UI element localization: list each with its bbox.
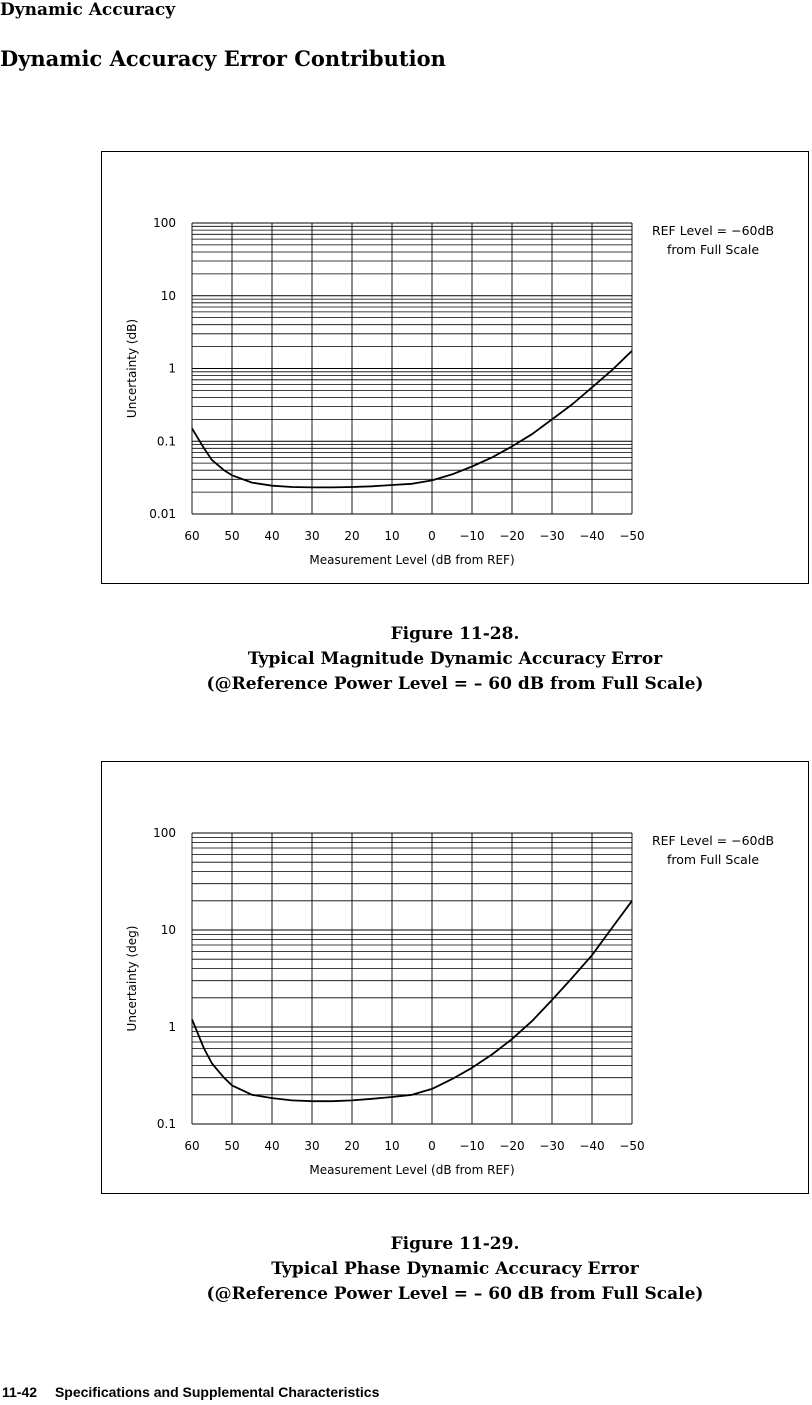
x-tick-label: 60: [184, 529, 200, 543]
y-tick-label: 100: [153, 826, 176, 840]
x-tick-label: 20: [344, 1139, 360, 1153]
figure-title: Typical Magnitude Dynamic Accuracy Error: [247, 649, 663, 669]
x-tick-label: −40: [579, 529, 605, 543]
uncertainty-curve: [192, 901, 632, 1101]
x-tick-label: 0: [428, 1139, 436, 1153]
y-tick-label: 1: [168, 361, 176, 376]
phase-chart-frame: [101, 761, 809, 1194]
figure-caption: [170, 622, 740, 697]
x-tick-label: −50: [619, 1139, 645, 1153]
magnitude-chart: [102, 152, 810, 585]
page-footer: [2, 1384, 379, 1400]
x-tick-label: 30: [304, 1139, 320, 1153]
x-tick-label: −10: [459, 1139, 485, 1153]
x-axis-label: Measurement Level (dB from REF): [309, 1163, 515, 1177]
x-axis-label: Measurement Level (dB from REF): [309, 553, 515, 567]
figure-number: Figure 11-29.: [390, 1234, 520, 1254]
y-tick-label: 10: [160, 288, 176, 303]
running-header: Dynamic Accuracy: [0, 0, 176, 20]
page-number: 11-42: [2, 1384, 38, 1400]
magnitude-chart-frame: [101, 151, 809, 584]
figure-number: Figure 11-28.: [390, 624, 520, 644]
x-tick-label: −30: [539, 529, 565, 543]
chapter-title: Specifications and Supplemental Characteristics: [54, 1384, 380, 1400]
grid: [192, 833, 632, 1124]
section-title: Dynamic Accuracy Error Contribution: [0, 46, 446, 71]
x-tick-label: 10: [384, 1139, 400, 1153]
x-tick-label: −30: [539, 1139, 565, 1153]
y-tick-label: 10: [160, 923, 176, 937]
phase-chart: [102, 762, 810, 1195]
x-tick-label: −20: [499, 529, 525, 543]
x-tick-label: 50: [224, 1139, 240, 1153]
ref-level-annotation: from Full Scale: [666, 852, 760, 867]
y-axis-label: Uncertainty (dB): [125, 318, 139, 419]
figure-title: Typical Phase Dynamic Accuracy Error: [271, 1259, 639, 1279]
x-tick-label: −50: [619, 529, 645, 543]
x-tick-label: 30: [304, 529, 320, 543]
figure-subtitle: (@Reference Power Level = – 60 dB from Full Scale): [206, 674, 704, 694]
y-tick-label: 0.01: [149, 507, 176, 521]
x-tick-label: 20: [344, 529, 360, 543]
x-tick-label: 40: [264, 529, 280, 543]
ref-level-annotation: from Full Scale: [666, 242, 760, 257]
x-tick-label: −10: [459, 529, 485, 543]
y-tick-label: 0.1: [156, 434, 176, 449]
figure-caption: [170, 1232, 740, 1307]
ref-level-annotation: REF Level = −60dB: [651, 223, 775, 238]
y-tick-label: 100: [153, 216, 176, 230]
y-tick-label: 0.1: [156, 1117, 176, 1131]
x-tick-label: 0: [428, 529, 436, 543]
figure-subtitle: (@Reference Power Level = – 60 dB from Full Scale): [206, 1284, 704, 1304]
grid: [192, 223, 632, 514]
x-tick-label: 60: [184, 1139, 200, 1153]
y-axis-label: Uncertainty (deg): [125, 925, 139, 1032]
x-tick-label: −40: [579, 1139, 605, 1153]
x-tick-label: 10: [384, 529, 400, 543]
x-tick-label: −20: [499, 1139, 525, 1153]
y-tick-label: 1: [168, 1020, 176, 1034]
ref-level-annotation: REF Level = −60dB: [651, 833, 775, 848]
x-tick-label: 50: [224, 529, 240, 543]
x-tick-label: 40: [264, 1139, 280, 1153]
